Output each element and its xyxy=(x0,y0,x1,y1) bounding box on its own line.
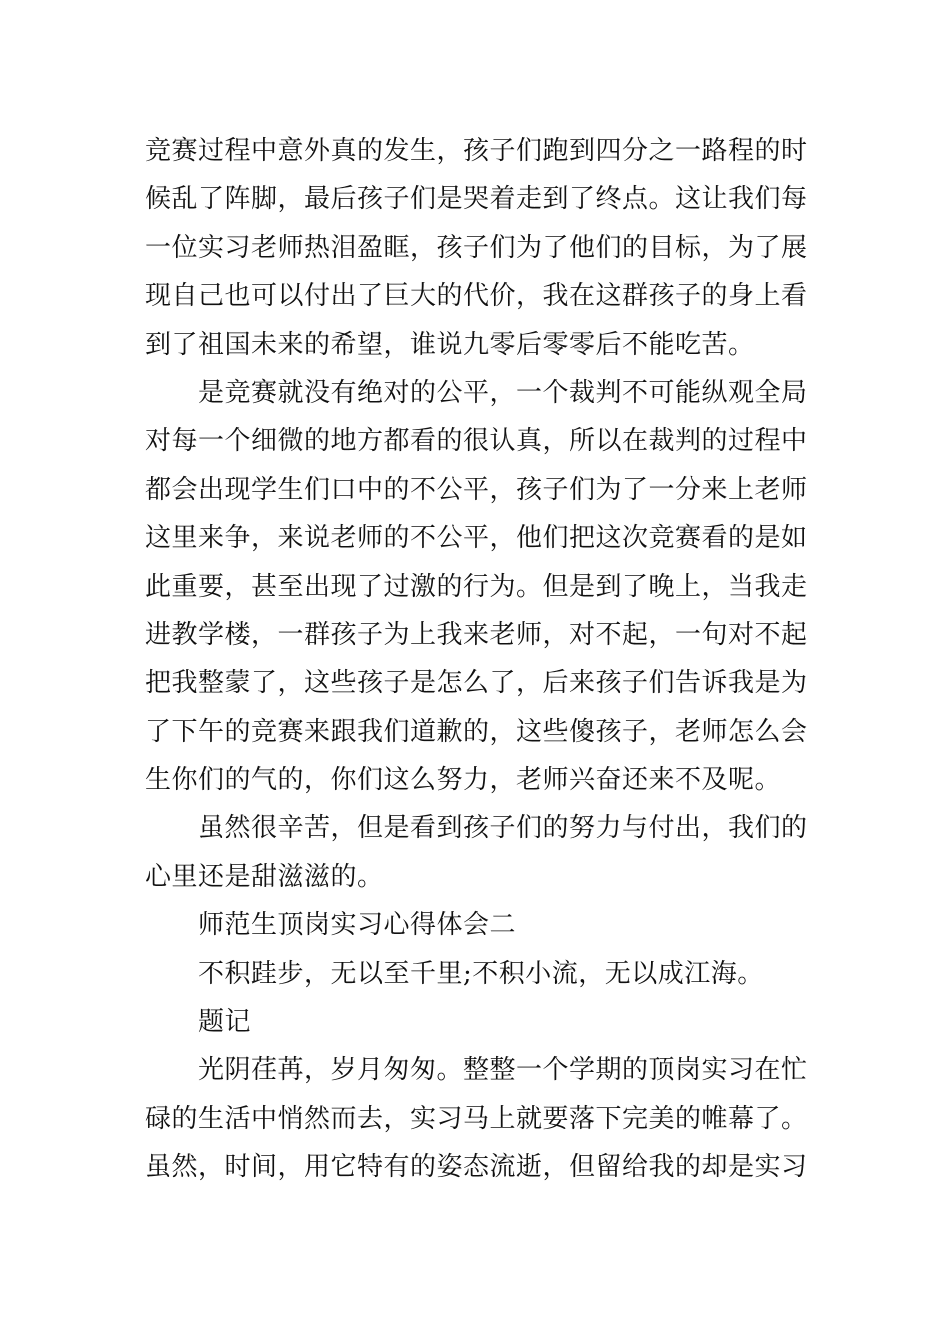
text-line-2: 候乱了阵脚，最后孩子们是哭着走到了终点。这让我们每 xyxy=(145,184,808,215)
text-line-11: 进教学楼，一群孩子为上我来老师，对不起，一句对不起 xyxy=(145,619,808,650)
text-line-10: 此重要，甚至出现了过激的行为。但是到了晚上，当我走 xyxy=(145,571,808,602)
text-line-7: 对每一个细微的地方都看的很认真，所以在裁判的过程中 xyxy=(145,426,808,457)
text-line-13: 了下午的竞赛来跟我们道歉的，这些傻孩子，老师怎么会 xyxy=(145,716,808,747)
document-body xyxy=(145,127,809,1192)
text-line-15: 虽然很辛苦，但是看到孩子们的努力与付出，我们的 xyxy=(198,813,808,844)
epigraph-quote: 不积跬步，无以至千里;不积小流，无以成江海。 xyxy=(198,958,764,989)
text-line-6: 是竞赛就没有绝对的公平，一个裁判不可能纵观全局 xyxy=(198,377,808,408)
epigraph-attribution: 题记 xyxy=(198,1007,252,1038)
text-line-4: 现自己也可以付出了巨大的代价，我在这群孩子的身上看 xyxy=(145,281,808,312)
text-line-16: 心里还是甜滋滋的。 xyxy=(145,861,384,892)
text-line-20: 光阴荏苒，岁月匆匆。整整一个学期的顶岗实习在忙 xyxy=(198,1055,808,1086)
text-line-5: 到了祖国未来的希望，谁说九零后零零后不能吃苦。 xyxy=(145,329,755,360)
text-line-9: 这里来争，来说老师的不公平，他们把这次竞赛看的是如 xyxy=(145,523,808,554)
text-line-21: 碌的生活中悄然而去，实习马上就要落下完美的帷幕了。 xyxy=(145,1103,808,1134)
text-line-1: 竞赛过程中意外真的发生，孩子们跑到四分之一路程的时 xyxy=(145,136,808,166)
text-line-22: 虽然，时间，用它特有的姿态流逝，但留给我的却是实习 xyxy=(145,1152,808,1183)
text-line-12: 把我整蒙了，这些孩子是怎么了，后来孩子们告诉我是为 xyxy=(145,668,808,699)
text-line-3: 一位实习老师热泪盈眶，孩子们为了他们的目标，为了展 xyxy=(145,232,808,263)
text-line-14: 生你们的气的，你们这么努力，老师兴奋还来不及呢。 xyxy=(145,765,782,796)
section-heading: 师范生顶岗实习心得体会二 xyxy=(198,910,517,941)
text-line-8: 都会出现学生们口中的不公平，孩子们为了一分来上老师 xyxy=(145,474,808,505)
